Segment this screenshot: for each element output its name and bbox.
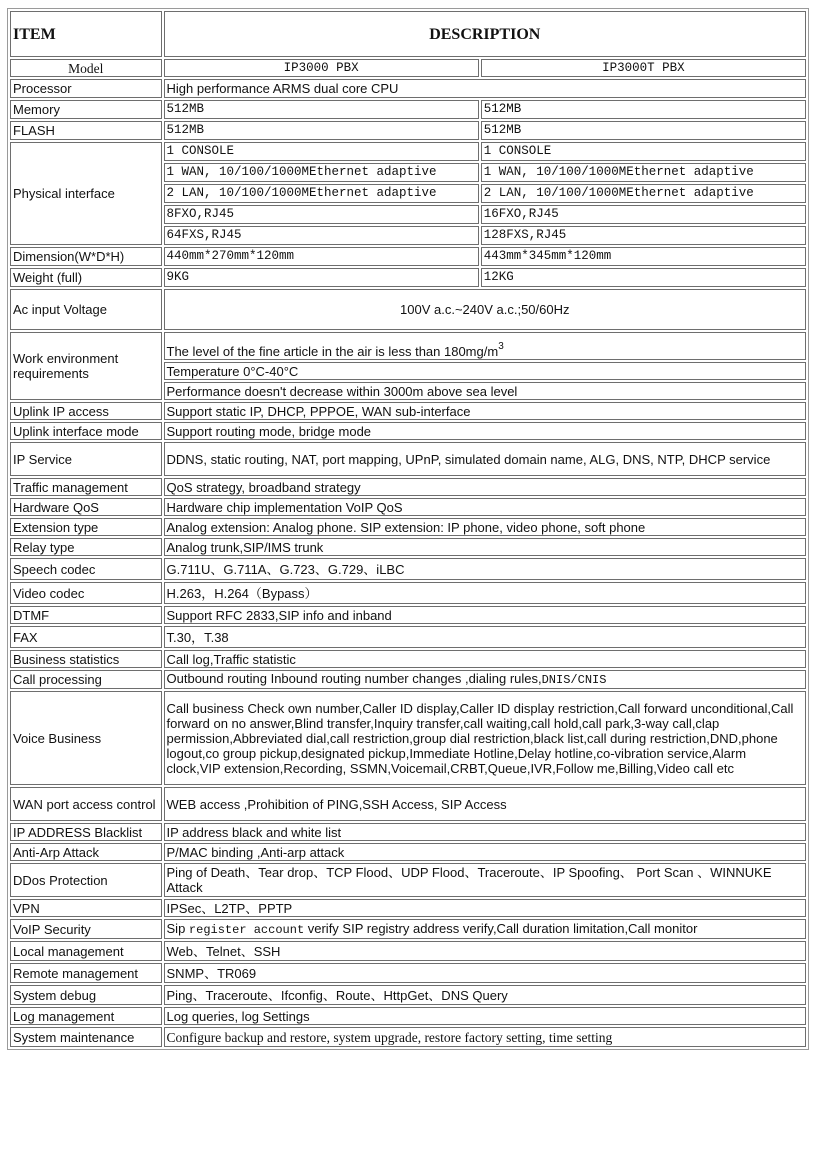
business-stats-value: Call log,Traffic statistic — [164, 650, 806, 668]
row-dimension — [10, 247, 806, 266]
processor-label: Processor — [10, 79, 162, 98]
hw-qos-value: Hardware chip implementation VoIP QoS — [164, 498, 806, 516]
maintenance-label: System maintenance — [10, 1027, 162, 1047]
work-env-air-sup: 3 — [498, 341, 504, 352]
row-video — [10, 582, 806, 604]
memory-a: 512MB — [164, 100, 479, 119]
dtmf-label: DTMF — [10, 606, 162, 624]
physical-b-3: 2 LAN, 10/100/1000MEthernet adaptive — [481, 184, 806, 203]
row-local-mgmt — [10, 941, 806, 961]
row-voice-business — [10, 691, 806, 785]
dimension-b: 443mm*345mm*120mm — [481, 247, 806, 266]
voice-business-label: Voice Business — [10, 691, 162, 785]
debug-label: System debug — [10, 985, 162, 1005]
work-env-performance: Performance doesn't decrease within 3000m above sea level — [164, 382, 806, 400]
blacklist-value: IP address black and white list — [164, 823, 806, 841]
ddos-label: DDos Protection — [10, 863, 162, 897]
row-voltage — [10, 289, 806, 330]
vpn-value: IPSec、L2TP、PPTP — [164, 899, 806, 917]
log-mgmt-value: Log queries, log Settings — [164, 1007, 806, 1025]
weight-label: Weight (full) — [10, 268, 162, 287]
call-processing-mono: DNIS/CNIS — [541, 673, 607, 687]
uplink-ip-label: Uplink IP access — [10, 402, 162, 420]
hw-qos-label: Hardware QoS — [10, 498, 162, 516]
fax-value: T.30，T.38 — [164, 626, 806, 648]
voice-business-value: Call business Check own number,Caller ID display,Caller ID display restriction,Call forward unconditional,Call forward on no answer,Blind transfer,Inquiry transfer,call waiting,call hold,call park,3-way call,clap permission,Abbreviated dial,call restriction,group dial restriction,black list,call during restriction,DND,phone logout,co group pickup,designated pickup,Immediate Hotline,Delay hotline,co-vibration service,Alarm clock,VIP extension,Recording, SSMN,Voicemail,CRBT,Queue,IVR,Follow me,Billing,Video call etc — [164, 691, 806, 785]
extension-value: Analog extension: Analog phone. SIP extension: IP phone, video phone, soft phone — [164, 518, 806, 536]
work-env-air — [164, 332, 806, 360]
blacklist-label: IP ADDRESS Blacklist — [10, 823, 162, 841]
row-call-processing — [10, 670, 806, 689]
row-vpn — [10, 899, 806, 917]
spec-table — [7, 8, 809, 1050]
row-flash — [10, 121, 806, 140]
row-extension — [10, 518, 806, 536]
call-processing-value — [164, 670, 806, 689]
wan-access-label: WAN port access control — [10, 787, 162, 821]
flash-b: 512MB — [481, 121, 806, 140]
row-uplink-mode — [10, 422, 806, 440]
physical-b-2: 1 WAN, 10/100/1000MEthernet adaptive — [481, 163, 806, 182]
local-mgmt-value: Web、Telnet、SSH — [164, 941, 806, 961]
speech-label: Speech codec — [10, 558, 162, 580]
row-wan-access — [10, 787, 806, 821]
relay-value: Analog trunk,SIP/IMS trunk — [164, 538, 806, 556]
speech-value: G.711U、G.711A、G.723、G.729、iLBC — [164, 558, 806, 580]
physical-a-4: 8FXO,RJ45 — [164, 205, 479, 224]
row-fax — [10, 626, 806, 648]
uplink-mode-value: Support routing mode, bridge mode — [164, 422, 806, 440]
row-remote-mgmt — [10, 963, 806, 983]
row-dtmf — [10, 606, 806, 624]
row-voip-security — [10, 919, 806, 939]
business-stats-label: Business statistics — [10, 650, 162, 668]
row-processor — [10, 79, 806, 98]
voip-security-value — [164, 919, 806, 939]
call-processing-text: Outbound routing Inbound routing number changes ,dialing rules, — [166, 671, 542, 686]
row-blacklist — [10, 823, 806, 841]
row-debug — [10, 985, 806, 1005]
voip-security-mono: register account — [188, 922, 305, 937]
physical-b-5: 128FXS,RJ45 — [481, 226, 806, 245]
traffic-value: QoS strategy, broadband strategy — [164, 478, 806, 496]
remote-mgmt-label: Remote management — [10, 963, 162, 983]
dimension-label: Dimension(W*D*H) — [10, 247, 162, 266]
voltage-label: Ac input Voltage — [10, 289, 162, 330]
memory-b: 512MB — [481, 100, 806, 119]
row-maintenance — [10, 1027, 806, 1047]
header-row — [10, 11, 806, 57]
physical-b-4: 16FXO,RJ45 — [481, 205, 806, 224]
row-traffic — [10, 478, 806, 496]
anti-arp-value: P/MAC binding ,Anti-arp attack — [164, 843, 806, 861]
header-description: DESCRIPTION — [164, 11, 806, 57]
uplink-mode-label: Uplink interface mode — [10, 422, 162, 440]
row-uplink-ip — [10, 402, 806, 420]
video-label: Video codec — [10, 582, 162, 604]
vpn-label: VPN — [10, 899, 162, 917]
anti-arp-label: Anti-Arp Attack — [10, 843, 162, 861]
row-speech — [10, 558, 806, 580]
voltage-value: 100V a.c.~240V a.c.;50/60Hz — [164, 289, 806, 330]
ddos-value: Ping of Death、Tear drop、TCP Flood、UDP Flood、Traceroute、IP Spoofing、 Port Scan 、WINNUKE Attack — [164, 863, 806, 897]
row-ip-service — [10, 442, 806, 476]
wan-access-value: WEB access ,Prohibition of PING,SSH Access, SIP Access — [164, 787, 806, 821]
work-env-temperature: Temperature 0°C-40°C — [164, 362, 806, 380]
row-log-mgmt — [10, 1007, 806, 1025]
weight-a: 9KG — [164, 268, 479, 287]
maintenance-value: Configure backup and restore, system upgrade, restore factory setting, time setting — [164, 1027, 806, 1047]
row-business-stats — [10, 650, 806, 668]
processor-value: High performance ARMS dual core CPU — [164, 79, 806, 98]
row-work-env-1 — [10, 332, 806, 360]
physical-a-2: 1 WAN, 10/100/1000MEthernet adaptive — [164, 163, 479, 182]
physical-a-1: 1 CONSOLE — [164, 142, 479, 161]
local-mgmt-label: Local management — [10, 941, 162, 961]
ip-service-value: DDNS, static routing, NAT, port mapping, UPnP, simulated domain name, ALG, DNS, NTP, DHCP service — [164, 442, 806, 476]
physical-b-1: 1 CONSOLE — [481, 142, 806, 161]
debug-value: Ping、Traceroute、Ifconfig、Route、HttpGet、DNS Query — [164, 985, 806, 1005]
physical-a-3: 2 LAN, 10/100/1000MEthernet adaptive — [164, 184, 479, 203]
model-a: IP3000 PBX — [164, 59, 479, 77]
row-anti-arp — [10, 843, 806, 861]
row-model — [10, 59, 806, 77]
dtmf-value: Support RFC 2833,SIP info and inband — [164, 606, 806, 624]
relay-label: Relay type — [10, 538, 162, 556]
ip-service-label: IP Service — [10, 442, 162, 476]
work-env-label: Work environment requirements — [10, 332, 162, 400]
row-hw-qos — [10, 498, 806, 516]
call-processing-label: Call processing — [10, 670, 162, 689]
weight-b: 12KG — [481, 268, 806, 287]
fax-label: FAX — [10, 626, 162, 648]
model-b: IP3000T PBX — [481, 59, 806, 77]
model-label: Model — [10, 59, 162, 77]
video-value: H.263，H.264（Bypass） — [164, 582, 806, 604]
log-mgmt-label: Log management — [10, 1007, 162, 1025]
uplink-ip-value: Support static IP, DHCP, PPPOE, WAN sub-interface — [164, 402, 806, 420]
physical-a-5: 64FXS,RJ45 — [164, 226, 479, 245]
extension-label: Extension type — [10, 518, 162, 536]
flash-a: 512MB — [164, 121, 479, 140]
remote-mgmt-value: SNMP、TR069 — [164, 963, 806, 983]
traffic-label: Traffic management — [10, 478, 162, 496]
memory-label: Memory — [10, 100, 162, 119]
voip-security-pre: Sip — [166, 920, 189, 936]
voip-security-label: VoIP Security — [10, 919, 162, 939]
row-weight — [10, 268, 806, 287]
row-memory — [10, 100, 806, 119]
flash-label: FLASH — [10, 121, 162, 140]
physical-label: Physical interface — [10, 142, 162, 245]
row-ddos — [10, 863, 806, 897]
dimension-a: 440mm*270mm*120mm — [164, 247, 479, 266]
header-item: ITEM — [10, 11, 162, 57]
work-env-air-text: The level of the fine article in the air is less than 180mg/m — [166, 344, 499, 359]
row-physical-1 — [10, 142, 806, 161]
voip-security-post: verify SIP registry address verify,Call duration limitation,Call monitor — [304, 920, 698, 936]
row-relay — [10, 538, 806, 556]
